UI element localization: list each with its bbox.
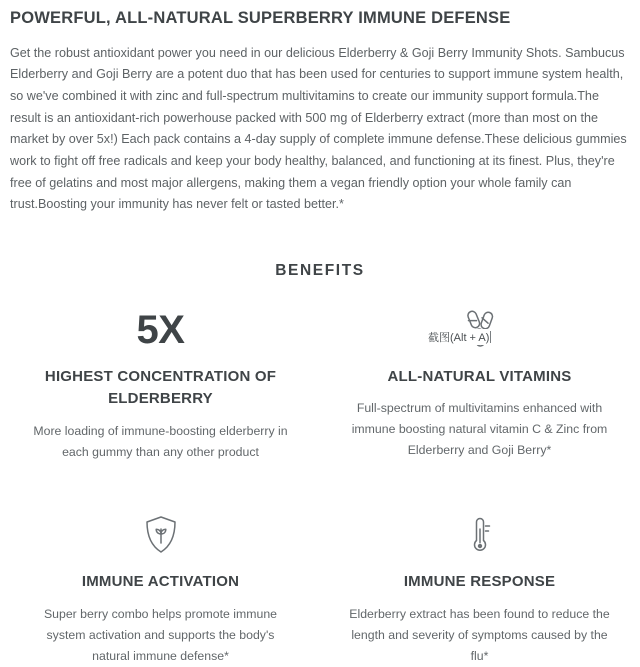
intro-paragraph: Get the robust antioxidant power you need in our delicious Elderberry & Goji Berry Immunity Shots. Sambucus Elderberry and Goji Berry are a potent duo that has been used for centuries to support immune system health, so we've combined it with zinc and full-spectrum multivitamins to create our immunity support formula.The result is an antioxidant-rich powerhouse packed with 500 mg of Elderberry extract (more than most on the market by over 5x!) Each pack contains a 4-day supply of complete immune defense.These delicious gummies work to fight off free radicals and keep your body healthy, balanced, and functioning at its finest. Plus, they're free of gelatins and most major allergens, making them a vegan friendly option your whole family can trust.Boosting your immunity has never felt or tasted better.* <box>10 45 627 212</box>
benefits-heading: BENEFITS <box>275 262 365 280</box>
benefit-body: Full-spectrum of multivitamins enhanced with immune boosting natural vitamin C & Zinc from Elderberry and Goji Berry* <box>351 401 608 458</box>
benefit-title: ALL-NATURAL VITAMINS <box>387 368 572 386</box>
benefit-title: IMMUNE ACTIVATION <box>81 572 240 590</box>
benefit-body: Super berry combo helps promote immune system activation and supports the body's natural immune defense* <box>43 606 278 663</box>
screenshot-shortcut-label: 截图(Alt + A) <box>428 332 490 344</box>
benefit-card-immune-activation <box>8 511 313 667</box>
product-description-page <box>0 9 640 663</box>
text-cursor-icon <box>490 331 491 343</box>
benefit-card-highest-concentration <box>8 306 313 463</box>
benefit-title: HIGHEST CONCENTRATION OF ELDERBERRY <box>44 368 277 407</box>
shield-icon <box>141 511 181 559</box>
benefit-body: More loading of immune-boosting elderberry in each gummy than any other product <box>33 423 288 459</box>
benefit-badge: 5X <box>136 308 185 353</box>
benefit-body: Elderberry extract has been found to reduce the length and severity of symptoms caused by the flu* <box>349 606 610 663</box>
benefit-title: IMMUNE RESPONSE <box>403 572 556 590</box>
benefit-card-immune-response <box>327 511 632 667</box>
benefits-grid <box>8 306 632 667</box>
thermometer-icon <box>463 511 497 559</box>
5x-text-icon <box>137 306 185 354</box>
page-title: POWERFUL, ALL-NATURAL SUPERBERRY IMMUNE DEFENSE <box>10 9 511 27</box>
screenshot-shortcut-hint <box>427 329 492 345</box>
